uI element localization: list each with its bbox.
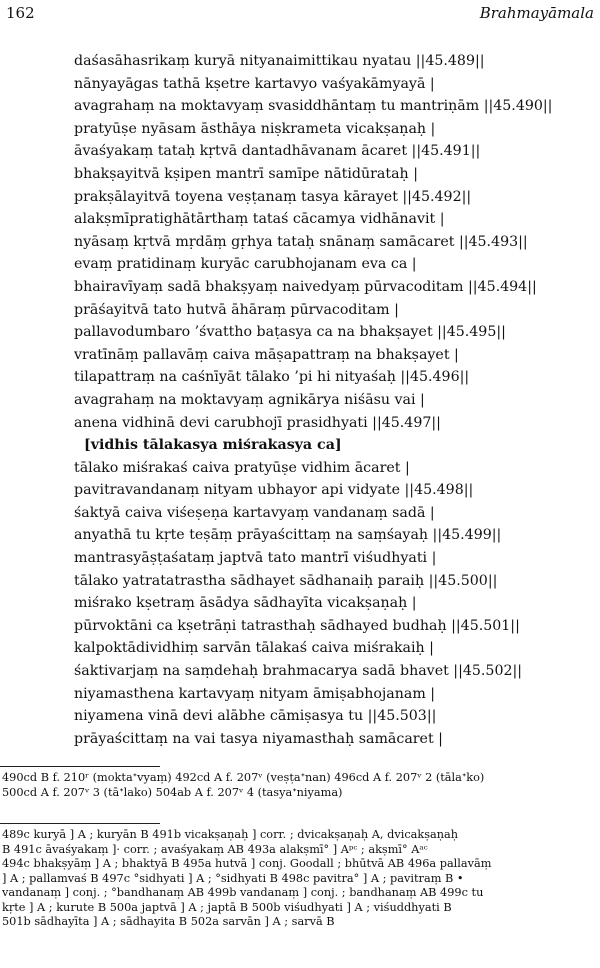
- manuscript-apparatus: [2, 771, 596, 800]
- verse-line: prakṣālayitvā toyena veṣṭanaṃ tasya kārayet ||45.492||: [74, 188, 472, 205]
- verse-line: miśrako kṣetraṃ āsādya sādhayīta vicakṣaṇaḥ |: [74, 595, 417, 612]
- apparatus-line: 500cd A f. 207ᵛ 3 (tāᐩlako) 504ab A f. 207ᵛ 4 (tasyaᐩniyama): [2, 785, 343, 799]
- verse-line: pallavodumbaro ’śvattho baṭasya ca na bhakṣayet ||45.495||: [74, 324, 506, 341]
- verse-line: daśasāhasrikaṃ kuryā nityanaimittikau nyatau ||45.489||: [74, 53, 485, 69]
- verse-line: nānyayāgas tathā kṣetre kartavyo vaśyakāmyayā |: [74, 75, 435, 92]
- apparatus-divider: [0, 766, 160, 767]
- verse-line: āvaśyakaṃ tataḥ kṛtvā dantadhāvanam ācaret ||45.491||: [74, 143, 481, 160]
- verse-block: [74, 50, 594, 750]
- apparatus-line: B 491c āvaśyakaṃ ]· corr. ; avaśyakaṃ AB 493a alakṣmī° ] Aᵖᶜ ; akṣmī° Aᵃᶜ: [2, 842, 428, 856]
- verse-line: niyamasthena kartavyaṃ nityam āmiṣabhojanam |: [74, 685, 436, 702]
- verse-line: anena vidhinā devi carubhojī prasidhyati ||45.497||: [74, 414, 441, 431]
- verse-line: niyamena vinā devi alābhe cāmiṣasya tu ||45.503||: [74, 708, 437, 725]
- verse-line: evaṃ pratidinaṃ kuryāc carubhojanam eva ca |: [74, 256, 417, 273]
- verse-line: tālako yatratatrastha sādhayet sādhanaiḥ paraiḥ ||45.500||: [74, 572, 498, 589]
- apparatus-divider: [0, 823, 160, 824]
- apparatus-line: 494c bhakṣyāṃ ] A ; bhaktyā B 495a hutvā ] conj. Goodall ; bhūtvā AB 496a pallavāṃ: [2, 857, 492, 870]
- apparatus-line: kṛte ] A ; kurute B 500a japtvā ] A ; japtā B 500b viśudhyati ] A ; viśuddhyati B: [2, 900, 452, 914]
- verse-line: vratīnāṃ pallavāṃ caiva māṣapattraṃ na bhakṣayet |: [74, 346, 459, 363]
- verse-line: pūrvoktāni ca kṣetrāṇi tatrasthaḥ sādhayed budhaḥ ||45.501||: [74, 617, 520, 634]
- verse-line: avagrahaṃ na moktavyaṃ svasiddhāntaṃ tu mantriṇām ||45.490||: [74, 98, 553, 115]
- apparatus-line: ] A ; pallamvaś B 497c °sidhyati ] A ; °sidhyati B 498c pavitra° ] A ; pavitraṃ B •: [2, 871, 464, 885]
- verse-line: śaktyā caiva viśeṣeṇa kartavyaṃ vandanaṃ sadā |: [74, 504, 435, 521]
- apparatus-line: 489c kuryā ] A ; kuryān B 491b vicakṣaṇaḥ ] corr. ; dvicakṣaṇaḥ A, dvicakṣaṇaḥ: [2, 828, 459, 841]
- verse-line: tālako miśrakaś caiva pratyūṣe vidhim ācaret |: [74, 459, 410, 476]
- verse-line: pavitravandanaṃ nityam ubhayor api vidyate ||45.498||: [74, 482, 474, 499]
- apparatus-line: 490cd B f. 210ʳ (moktaᐩvyaṃ) 492cd A f. 207ᵛ (veṣṭaᐩnan) 496cd A f. 207ᵛ 2 (tālaᐩko): [2, 771, 485, 784]
- verse-line: śaktivarjaṃ na saṃdehaḥ brahmacarya sadā bhavet ||45.502||: [74, 663, 523, 680]
- verse-line: mantrasyāṣṭaśataṃ japtvā tato mantrī viśudhyati |: [74, 550, 437, 567]
- apparatus-line: vandanaṃ ] conj. ; °bandhanaṃ AB 499b vandanaṃ ] conj. ; bandhanaṃ AB 499c tu: [2, 886, 484, 899]
- verse-line: alakṣmīpratighātārthaṃ tataś cācamya vidhānavit |: [74, 211, 445, 228]
- section-heading: [vidhis tālakasya miśrakasya ca]: [84, 437, 342, 454]
- verse-line: pratyūṣe nyāsam āsthāya niṣkrameta vicakṣaṇaḥ |: [74, 120, 436, 137]
- verse-line: kalpoktādividhiṃ sarvān tālakaś caiva miśrakaiḥ |: [74, 640, 434, 657]
- verse-line: bhairavīyaṃ sadā bhakṣyaṃ naivedyaṃ pūrvacoditam ||45.494||: [74, 278, 537, 295]
- running-title: Brahmayāmala: [479, 4, 594, 22]
- verse-line: anyathā tu kṛte teṣāṃ prāyaścittaṃ na saṃśayaḥ ||45.499||: [74, 527, 502, 544]
- page-number: 162: [6, 4, 35, 22]
- verse-line: tilapattraṃ na caśnīyāt tālako ’pi hi nityaśaḥ ||45.496||: [74, 369, 470, 386]
- apparatus-line: 501b sādhayīta ] A ; sādhayita B 502a sarvān ] A ; sarvā B: [2, 915, 335, 928]
- verse-line: prāśayitvā tato hutvā āhāraṃ pūrvacoditam |: [74, 301, 399, 318]
- verse-line: avagrahaṃ na moktavyaṃ agnikārya niśāsu vai |: [74, 391, 425, 408]
- critical-apparatus: [2, 828, 596, 930]
- verse-line: nyāsaṃ kṛtvā mṛdāṃ gṛhya tataḥ snānaṃ samācaret ||45.493||: [74, 233, 528, 250]
- page-header: [6, 4, 594, 28]
- verse-line: prāyaścittaṃ na vai tasya niyamasthaḥ samācaret |: [74, 730, 443, 747]
- verse-line: bhakṣayitvā kṣipen mantrī samīpe nātidūrataḥ |: [74, 165, 418, 182]
